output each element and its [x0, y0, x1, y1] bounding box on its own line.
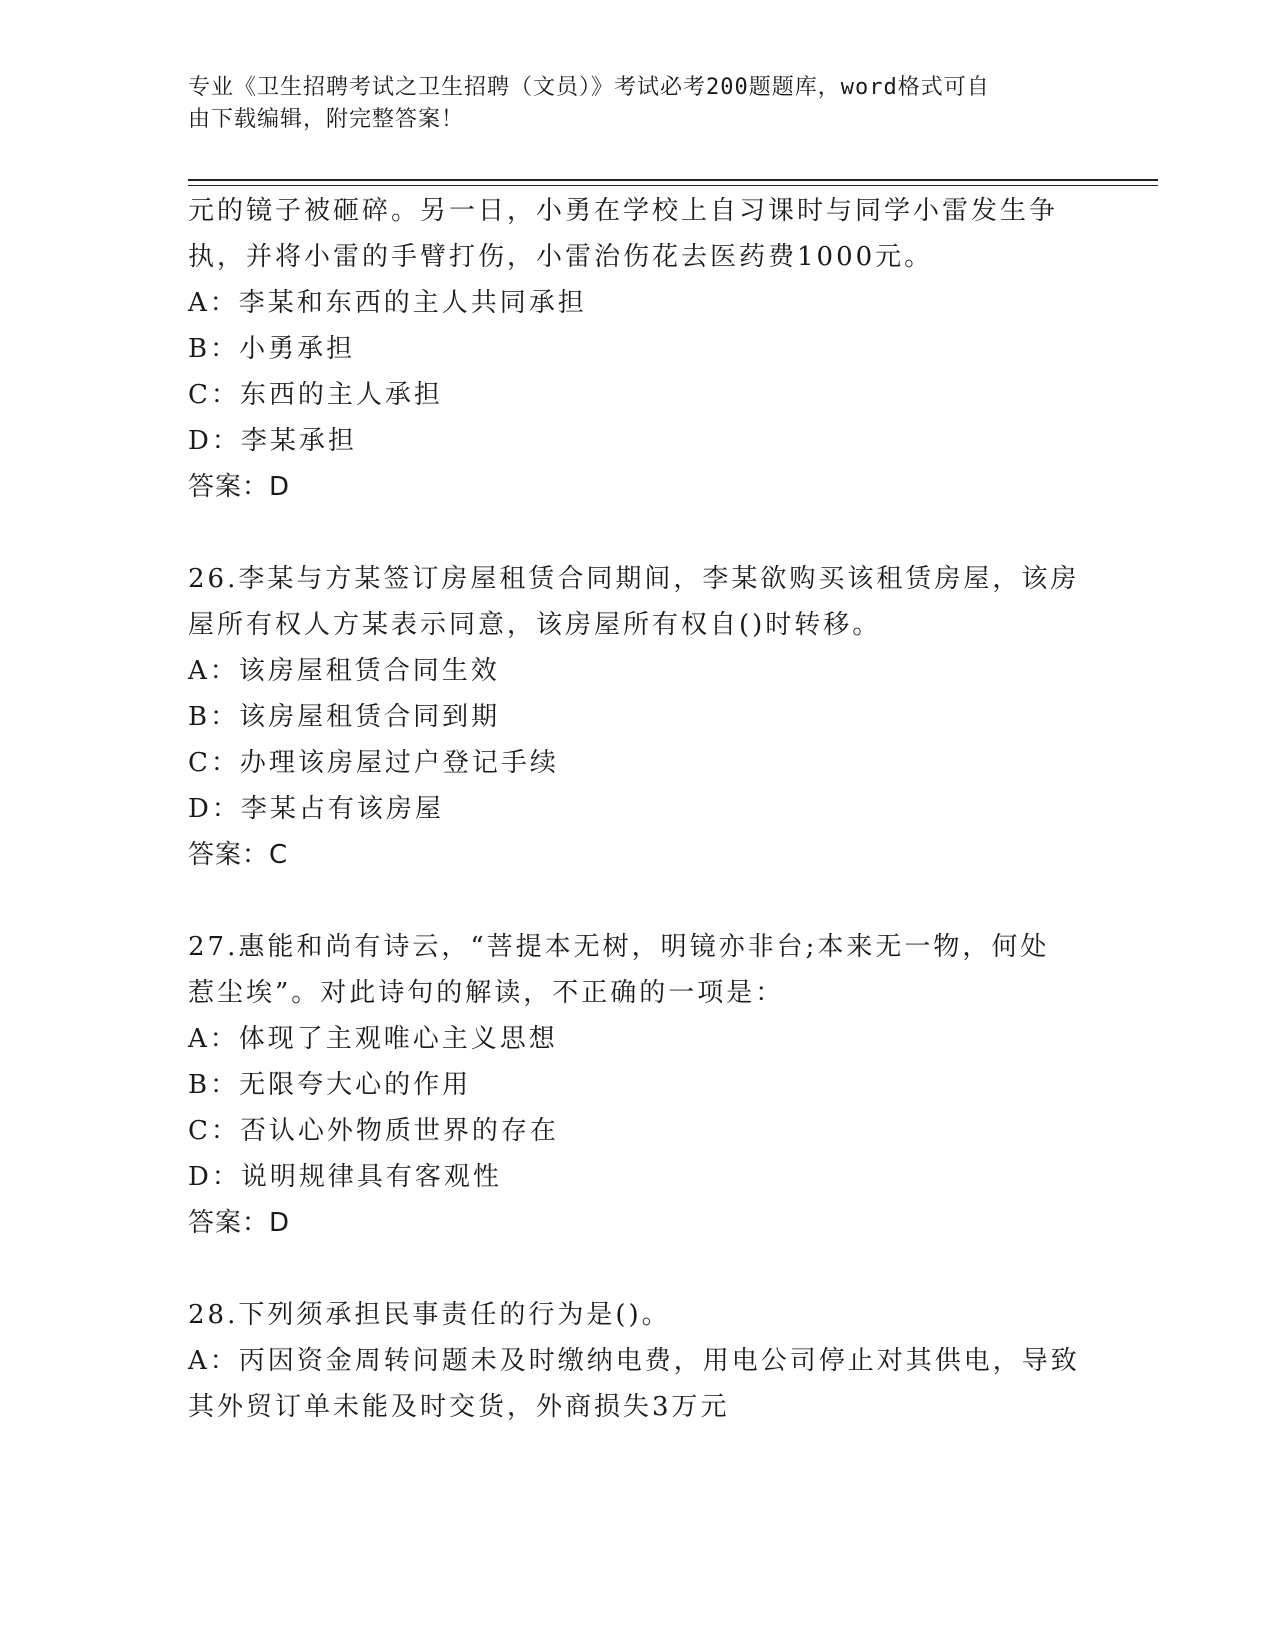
- option-c: C：否认心外物质世界的存在: [188, 1116, 559, 1146]
- header-line-1: 专业《卫生招聘考试之卫生招聘（文员）》考试必考200题题库，word格式可自: [188, 75, 990, 100]
- question-text: 27.惠能和尚有诗云，“菩提本无树，明镜亦非台;本来无一物，何处: [188, 932, 1050, 962]
- spacer: [188, 510, 1088, 556]
- option-b: B：无限夸大心的作用: [188, 1070, 472, 1100]
- question-28: [188, 1292, 1088, 1430]
- question-26: [188, 556, 1088, 878]
- question-text: 26.李某与方某签订房屋租赁合同期间，李某欲购买该租赁房屋，该房: [188, 564, 1080, 594]
- header-line-2: 由下载编辑，附完整答案！: [188, 107, 465, 132]
- answer: 答案：D: [188, 472, 291, 502]
- spacer: [188, 1246, 1088, 1292]
- option-a: A：该房屋租赁合同生效: [188, 656, 500, 686]
- option-a: A：李某和东西的主人共同承担: [188, 288, 587, 318]
- option-a-continued: 其外贸订单未能及时交货，外商损失3万元: [188, 1392, 730, 1422]
- option-d: D：李某承担: [188, 426, 357, 456]
- header-divider-thick: [188, 179, 1158, 181]
- option-c: C：办理该房屋过户登记手续: [188, 748, 559, 778]
- option-b: B：小勇承担: [188, 334, 356, 364]
- question-25-continued: [188, 188, 1088, 510]
- question-text: 惹尘埃”。对此诗句的解读，不正确的一项是：: [188, 978, 785, 1008]
- option-d: D：李某占有该房屋: [188, 794, 444, 824]
- option-b: B：该房屋租赁合同到期: [188, 702, 501, 732]
- question-text: 执，并将小雷的手臂打伤，小雷治伤花去医药费1000元。: [188, 242, 934, 272]
- header-divider-thin: [188, 185, 1158, 186]
- document-header: [188, 72, 1088, 136]
- question-list: [188, 188, 1088, 1430]
- question-text: 28.下列须承担民事责任的行为是()。: [188, 1300, 671, 1330]
- question-27: [188, 924, 1088, 1246]
- spacer: [188, 878, 1088, 924]
- option-a: A：体现了主观唯心主义思想: [188, 1024, 558, 1054]
- question-text: 屋所有权人方某表示同意，该房屋所有权自()时转移。: [188, 610, 882, 640]
- answer: 答案：C: [188, 840, 289, 870]
- answer: 答案：D: [188, 1208, 291, 1238]
- question-text: 元的镜子被砸碎。另一日，小勇在学校上自习课时与同学小雷发生争: [188, 196, 1059, 226]
- option-a: A：丙因资金周转问题未及时缴纳电费，用电公司停止对其供电，导致: [188, 1346, 1080, 1376]
- option-c: C：东西的主人承担: [188, 380, 443, 410]
- option-d: D：说明规律具有客观性: [188, 1162, 502, 1192]
